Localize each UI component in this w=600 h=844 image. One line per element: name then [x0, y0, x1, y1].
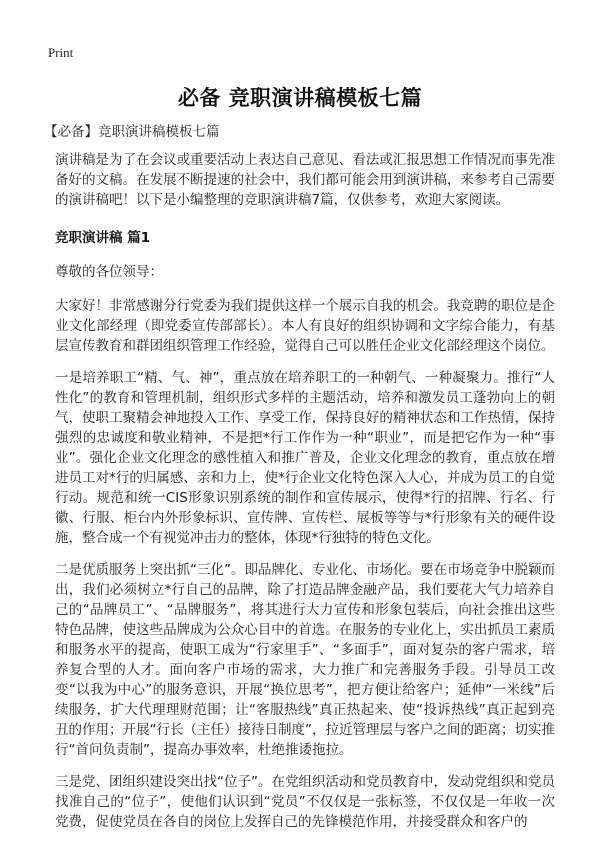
print-link[interactable]: Print [48, 45, 74, 60]
intro-paragraph: 演讲稿是为了在会议或重要活动上表达自己意见、看法或汇报思想工作情况而事先准备好的文稿。在发展不断提速的社会中，我们都可能会用到演讲稿，来参考自己需要的演讲稿吧！以下是小编整理的竞职演讲稿7篇，仅供参考，欢迎大家阅读。 [55, 152, 555, 208]
section-heading: 竞职演讲稿 篇1 [55, 230, 151, 246]
greeting: 尊敬的各位领导： [55, 264, 163, 280]
body-paragraph: 一是培养职工“精、气、神”，重点放在培养职工的一种朝气、一种凝聚力。推行“人性化”的教育和管理机制，组织形式多样的主题活动，培养和激发员工蓬勃向上的朝气，使职工聚精会神地投入工作、享受工作，保持良好的精神状态和工作热情，保持强烈的忠诚度和敬业精神，不是把*行工作作为一种“职业”，而是把它作为一种“事业”。强化企业文化理念的感性植入和推广普及，企业文化理念的教育，重点放在增进员工对*行的归属感、亲和力上，使*行企业文化特色深入人心，并成为员工的自觉行动。规范和统一CIS形象识别系统的制作和宣传展示，使得*行的招牌、行名、行徽、行服、柜台内外形象标识、宣传牌、宣传栏、展板等等与*行形象有关的硬件设施，整合成一个有视觉冲击力的整体，体现*行独特的特色文化。 [55, 370, 555, 546]
page-title: 必备 竞职演讲稿模板七篇 [177, 86, 423, 110]
document-subtitle: 【必备】竞职演讲稿模板七篇 [44, 124, 220, 140]
body-paragraph: 二是优质服务上突出抓“三化”。即品牌化、专业化、市场化。要在市场竞争中脱颖而出，我们必须树立*行自己的品牌，除了打造品牌金融产品，我们要花大气力培养自己的“品牌员工”、“品牌服务”，将其进行大力宣传和形象包装后，向社会推出这些特色品牌，使这些品牌成为公众心目中的首选。在服务的专业化上，实出抓员工素质和服务水平的提高，使职工成为“行家里手”、“多面手”，面对复杂的客户需求，培养复合型的人才。面向客户市场的需求，大力推广和完善服务手段。引导员工改变“以我为中心”的服务意识，开展“换位思考”，把方便让给客户；延伸“一米线”后续服务，扩大代理理财范围；让“客服热线”真正热起来、使“投诉热线”真正起到亮丑的作用；开展“行长（主任）接待日制度”，拉近管理层与客户之间的距离；切实推行“首问负责制”，提高办事效率，杜绝推诿拖拉。 [55, 562, 555, 758]
document-body [55, 150, 555, 844]
body-paragraph: 三是党、团组织建设突出找“位子”。在党组织活动和党员教育中，发动党组织和党员找准自己的“位子”，使他们认识到“党员”不仅仅是一张标签，不仅仅是一年收一次党费，促使党员在各自的岗位上发挥自己的先锋模范作用，并接受群众和客户的 [55, 774, 555, 830]
body-paragraph: 大家好！非常感谢分行党委为我们提供这样一个展示自我的机会。我竞聘的职位是企业文化部经理（即党委宣传部部长）。本人有良好的组织协调和文字综合能力，有基层宣传教育和群团组织管理工作经验，觉得自己可以胜任企业文化部经理这个岗位。 [55, 298, 555, 354]
